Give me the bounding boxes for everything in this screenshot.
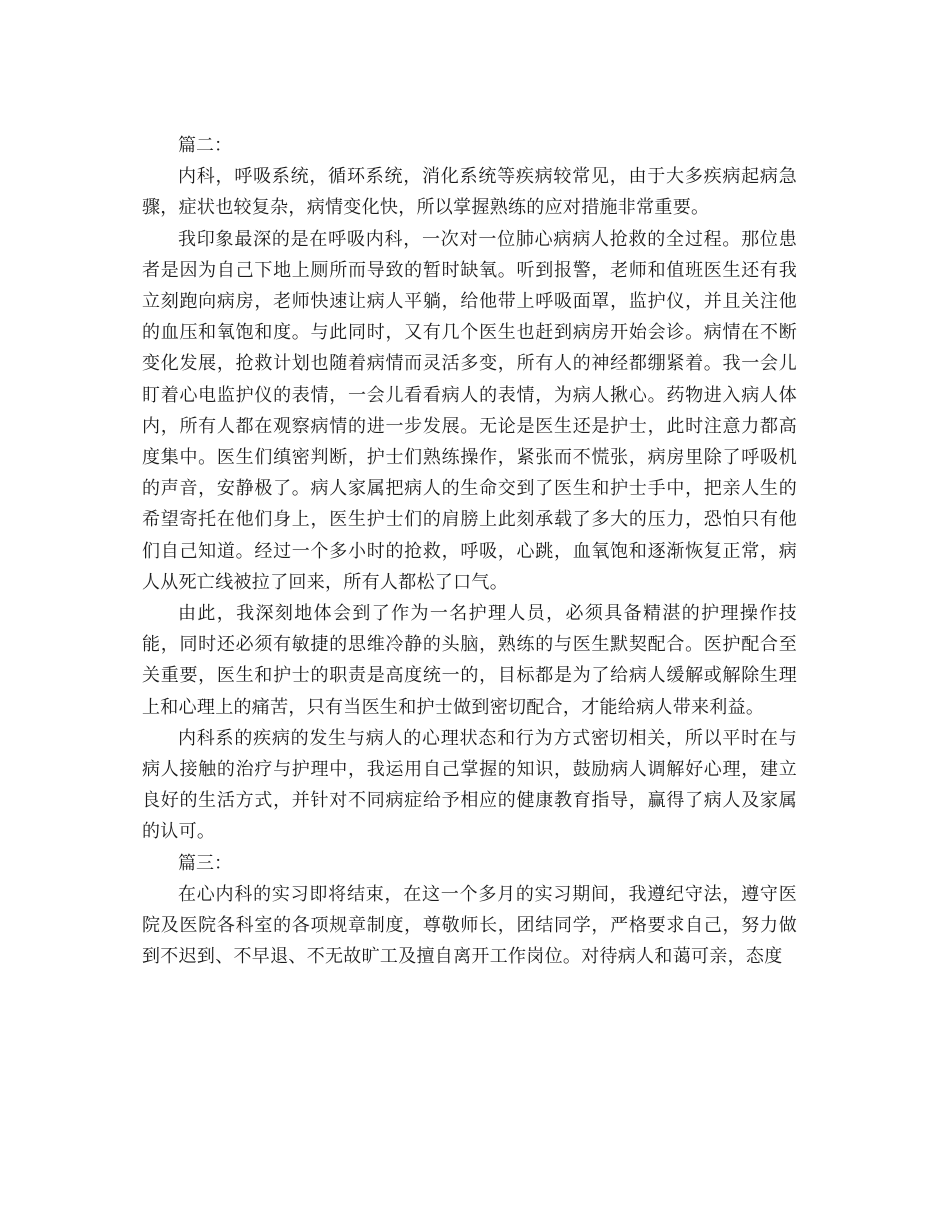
paragraph-patient-education: 内科系的疾病的发生与病人的心理状态和行为方式密切相关，所以平时在与病人接触的治疗与护理中，我运用自己掌握的知识，鼓励病人调解好心理，建立良好的生活方式，并针对不同病症给予相应的健康教育指导，赢得了病人及家属的认可。 [142,727,797,843]
section-heading-part-two: 篇二： [178,135,232,156]
document-page [142,130,797,972]
section-heading-part-three: 篇三： [178,852,232,874]
paragraph-cardiology-internship: 在心内科的实习即将结束，在这一个多月的实习期间，我遵纪守法，遵守医院及医院各科室的各项规章制度，尊敬师长，团结同学，严格要求自己，努力做到不迟到、不早退、不无故旷工及擅自离开工作岗位。对待病人和蔼可亲，态度 [142,883,797,968]
paragraph-internal-medicine-intro: 内科，呼吸系统，循环系统，消化系统等疾病较常见，由于大多疾病起病急骤，症状也较复杂，病情变化快，所以掌握熟练的应对措施非常重要。 [142,166,797,219]
paragraph-rescue-story: 我印象最深的是在呼吸内科，一次对一位肺心病病人抢救的全过程。那位患者是因为自己下地上厕所而导致的暂时缺氧。听到报警，老师和值班医生还有我立刻跑向病房，老师快速让病人平躺，给他带上呼吸面罩，监护仪，并且关注他的血压和氧饱和度。与此同时，又有几个医生也赶到病房开始会诊。病情在不断变化发展，抢救计划也随着病情而灵活多变，所有人的神经都绷紧着。我一会儿盯着心电监护仪的表情，一会儿看看病人的表情，为病人揪心。药物进入病人体内，所有人都在观察病情的进一步发展。无论是医生还是护士，此时注意力都高度集中。医生们缜密判断，护士们熟练操作，紧张而不慌张，病房里除了呼吸机的声音，安静极了。病人家属把病人的生命交到了医生和护士手中，把亲人生的希望寄托在他们身上，医生护士们的肩膀上此刻承载了多大的压力，恐怕只有他们自己知道。经过一个多小时的抢救，呼吸，心跳，血氧饱和逐渐恢复正常，病人从死亡线被拉了回来，所有人都松了口气。 [142,228,797,593]
paragraph-nursing-reflection: 由此，我深刻地体会到了作为一名护理人员，必须具备精湛的护理操作技能，同时还必须有敏捷的思维冷静的头脑，熟练的与医生默契配合。医护配合至关重要，医生和护士的职责是高度统一的，目标都是为了给病人缓解或解除生理上和心理上的痛苦，只有当医生和护士做到密切配合，才能给病人带来利益。 [142,603,797,718]
